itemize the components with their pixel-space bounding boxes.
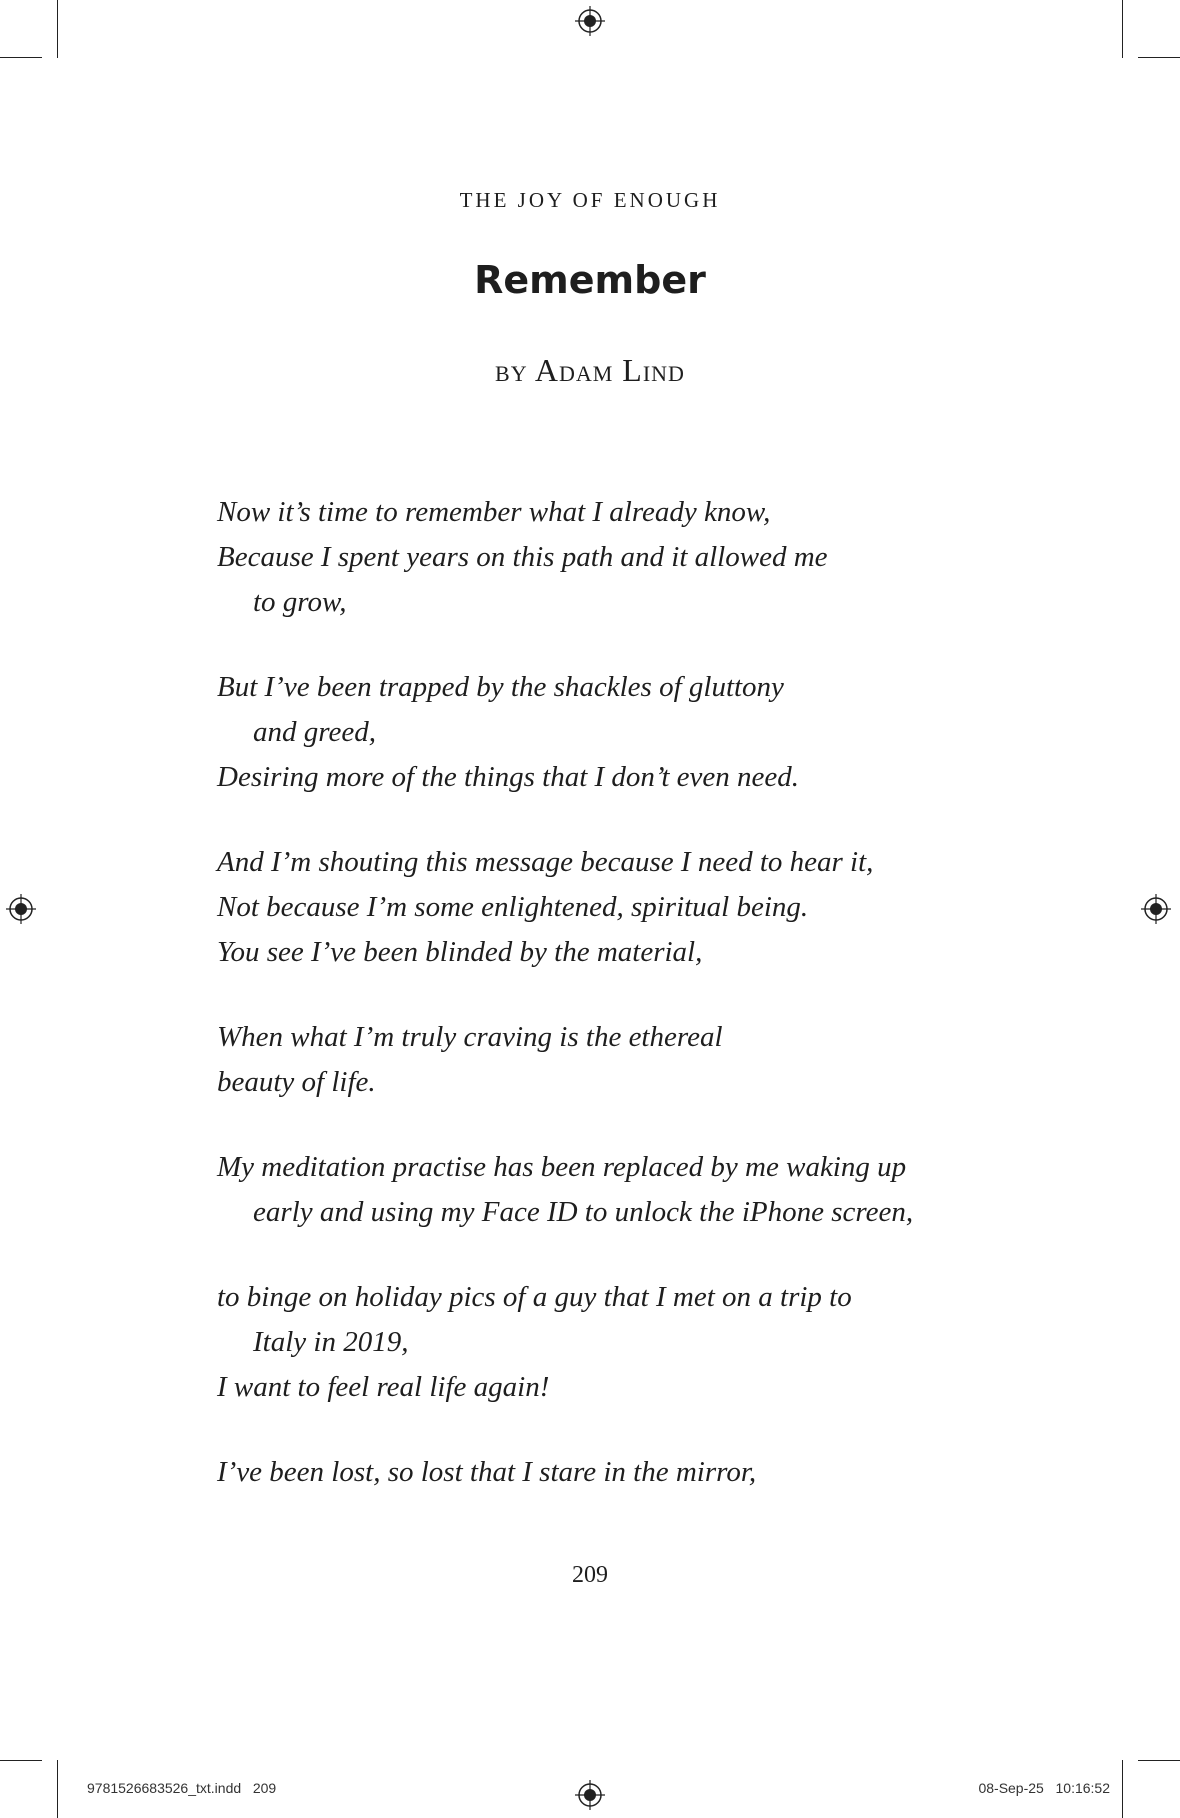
poem-stanza — [217, 1015, 1017, 1105]
poem-byline: by Adam Lind — [495, 352, 685, 388]
poem-line: Because I spent years on this path and it allowed me — [217, 541, 828, 573]
poem-body — [217, 490, 1017, 1535]
poem-line: Not because I’m some enlightened, spiritual being. — [217, 891, 809, 923]
crop-mark — [1122, 0, 1123, 58]
page-number: 209 — [572, 1562, 608, 1588]
registration-mark-icon — [6, 894, 36, 924]
crop-mark — [1138, 1760, 1180, 1761]
poem-line: and greed, — [253, 716, 376, 748]
crop-mark — [57, 0, 58, 58]
poem-line: Desiring more of the things that I don’t even need. — [217, 761, 800, 793]
poem-title: Remember — [474, 258, 706, 302]
crop-mark — [1122, 1760, 1123, 1818]
poem-stanza — [217, 1450, 1017, 1495]
slug-file-info: 9781526683526_txt.indd 209 — [87, 1780, 277, 1796]
poem-line: Italy in 2019, — [253, 1326, 409, 1358]
registration-mark-icon — [1141, 894, 1171, 924]
registration-mark-icon — [575, 1780, 605, 1810]
poem-line: My meditation practise has been replaced by me waking up — [217, 1151, 907, 1183]
poem-stanza — [217, 840, 1017, 975]
poem-line: early and using my Face ID to unlock the iPhone screen, — [253, 1196, 914, 1228]
registration-mark-icon — [575, 6, 605, 36]
poem-line: But I’ve been trapped by the shackles of gluttony — [217, 671, 784, 703]
poem-line: beauty of life. — [217, 1066, 376, 1098]
slug-timestamp: 08-Sep-25 10:16:52 — [978, 1780, 1110, 1796]
poem-stanza — [217, 490, 1017, 625]
poem-line: Now it’s time to remember what I already know, — [217, 496, 771, 528]
poem-line: to grow, — [253, 586, 347, 618]
running-header: THE JOY OF ENOUGH — [459, 188, 721, 212]
poem-line: You see I’ve been blinded by the material, — [217, 936, 703, 968]
poem-stanza — [217, 1275, 1017, 1410]
poem-line: I want to feel real life again! — [217, 1371, 550, 1403]
poem-line: And I’m shouting this message because I need to hear it, — [217, 846, 874, 878]
poem-stanza — [217, 1145, 1017, 1235]
poem-line: I’ve been lost, so lost that I stare in the mirror, — [217, 1456, 757, 1488]
crop-mark — [0, 1760, 42, 1761]
crop-mark — [0, 57, 42, 58]
poem-line: When what I’m truly craving is the ethereal — [217, 1021, 723, 1053]
poem-line: to binge on holiday pics of a guy that I met on a trip to — [217, 1281, 852, 1313]
poem-stanza — [217, 665, 1017, 800]
crop-mark — [57, 1760, 58, 1818]
crop-mark — [1138, 57, 1180, 58]
